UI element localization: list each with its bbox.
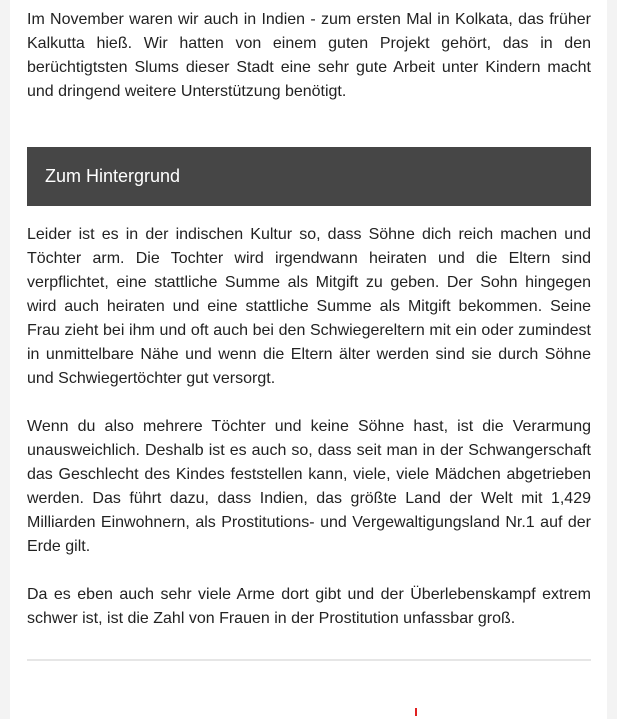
red-accent-mark xyxy=(415,708,417,716)
intro-paragraph: Im November waren wir auch in Indien - zum ersten Mal in Kolkata, das früher Kalkutta hieß. Wir hatten von einem guten Projekt gehört, das in den berüchtigtsten Slums dieser Stadt eine sehr gute Arbeit unter Kindern macht und dringend weitere Unterstützung benötigt. xyxy=(27,11,591,100)
section-divider xyxy=(27,659,591,661)
article-content xyxy=(27,8,591,631)
background-paragraph-2: Wenn du also mehrere Töchter und keine Söhne hast, ist die Verarmung unausweichlich. Deshalb ist es auch so, dass seit man in der Schwangerschaft das Geschlecht des Kindes feststellen kann, viele, viele Mädchen abgetrieben werden. Das führt dazu, dass Indien, das größte Land der Welt mit 1,429 Milliarden Einwohnern, als Prostitutions- und Vergewaltigungsland Nr.1 auf der Erde gilt. xyxy=(27,418,591,555)
background-paragraph-3: Da es eben auch sehr viele Arme dort gibt und der Überlebenskampf extrem schwer ist, ist die Zahl von Frauen in der Prostitution unfassbar groß. xyxy=(27,586,591,627)
background-paragraph-1: Leider ist es in der indischen Kultur so, dass Söhne dich reich machen und Töchter arm. Die Tochter wird irgendwann heiraten und die Eltern sind verpflichtet, eine stattliche Summe als Mitgift zu geben. Der Sohn hingegen wird auch heiraten und eine stattliche Summe als Mitgift bekommen. Seine Frau zieht bei ihm und oft auch bei den Schwiegereltern mit ein oder zumindest in unmittelbare Nähe und wenn die Eltern älter werden sind sie durch Söhne und Schwiegertöchter gut versorgt. xyxy=(27,226,591,387)
section-heading-bar xyxy=(27,147,591,206)
section-heading: Zum Hintergrund xyxy=(45,166,181,186)
